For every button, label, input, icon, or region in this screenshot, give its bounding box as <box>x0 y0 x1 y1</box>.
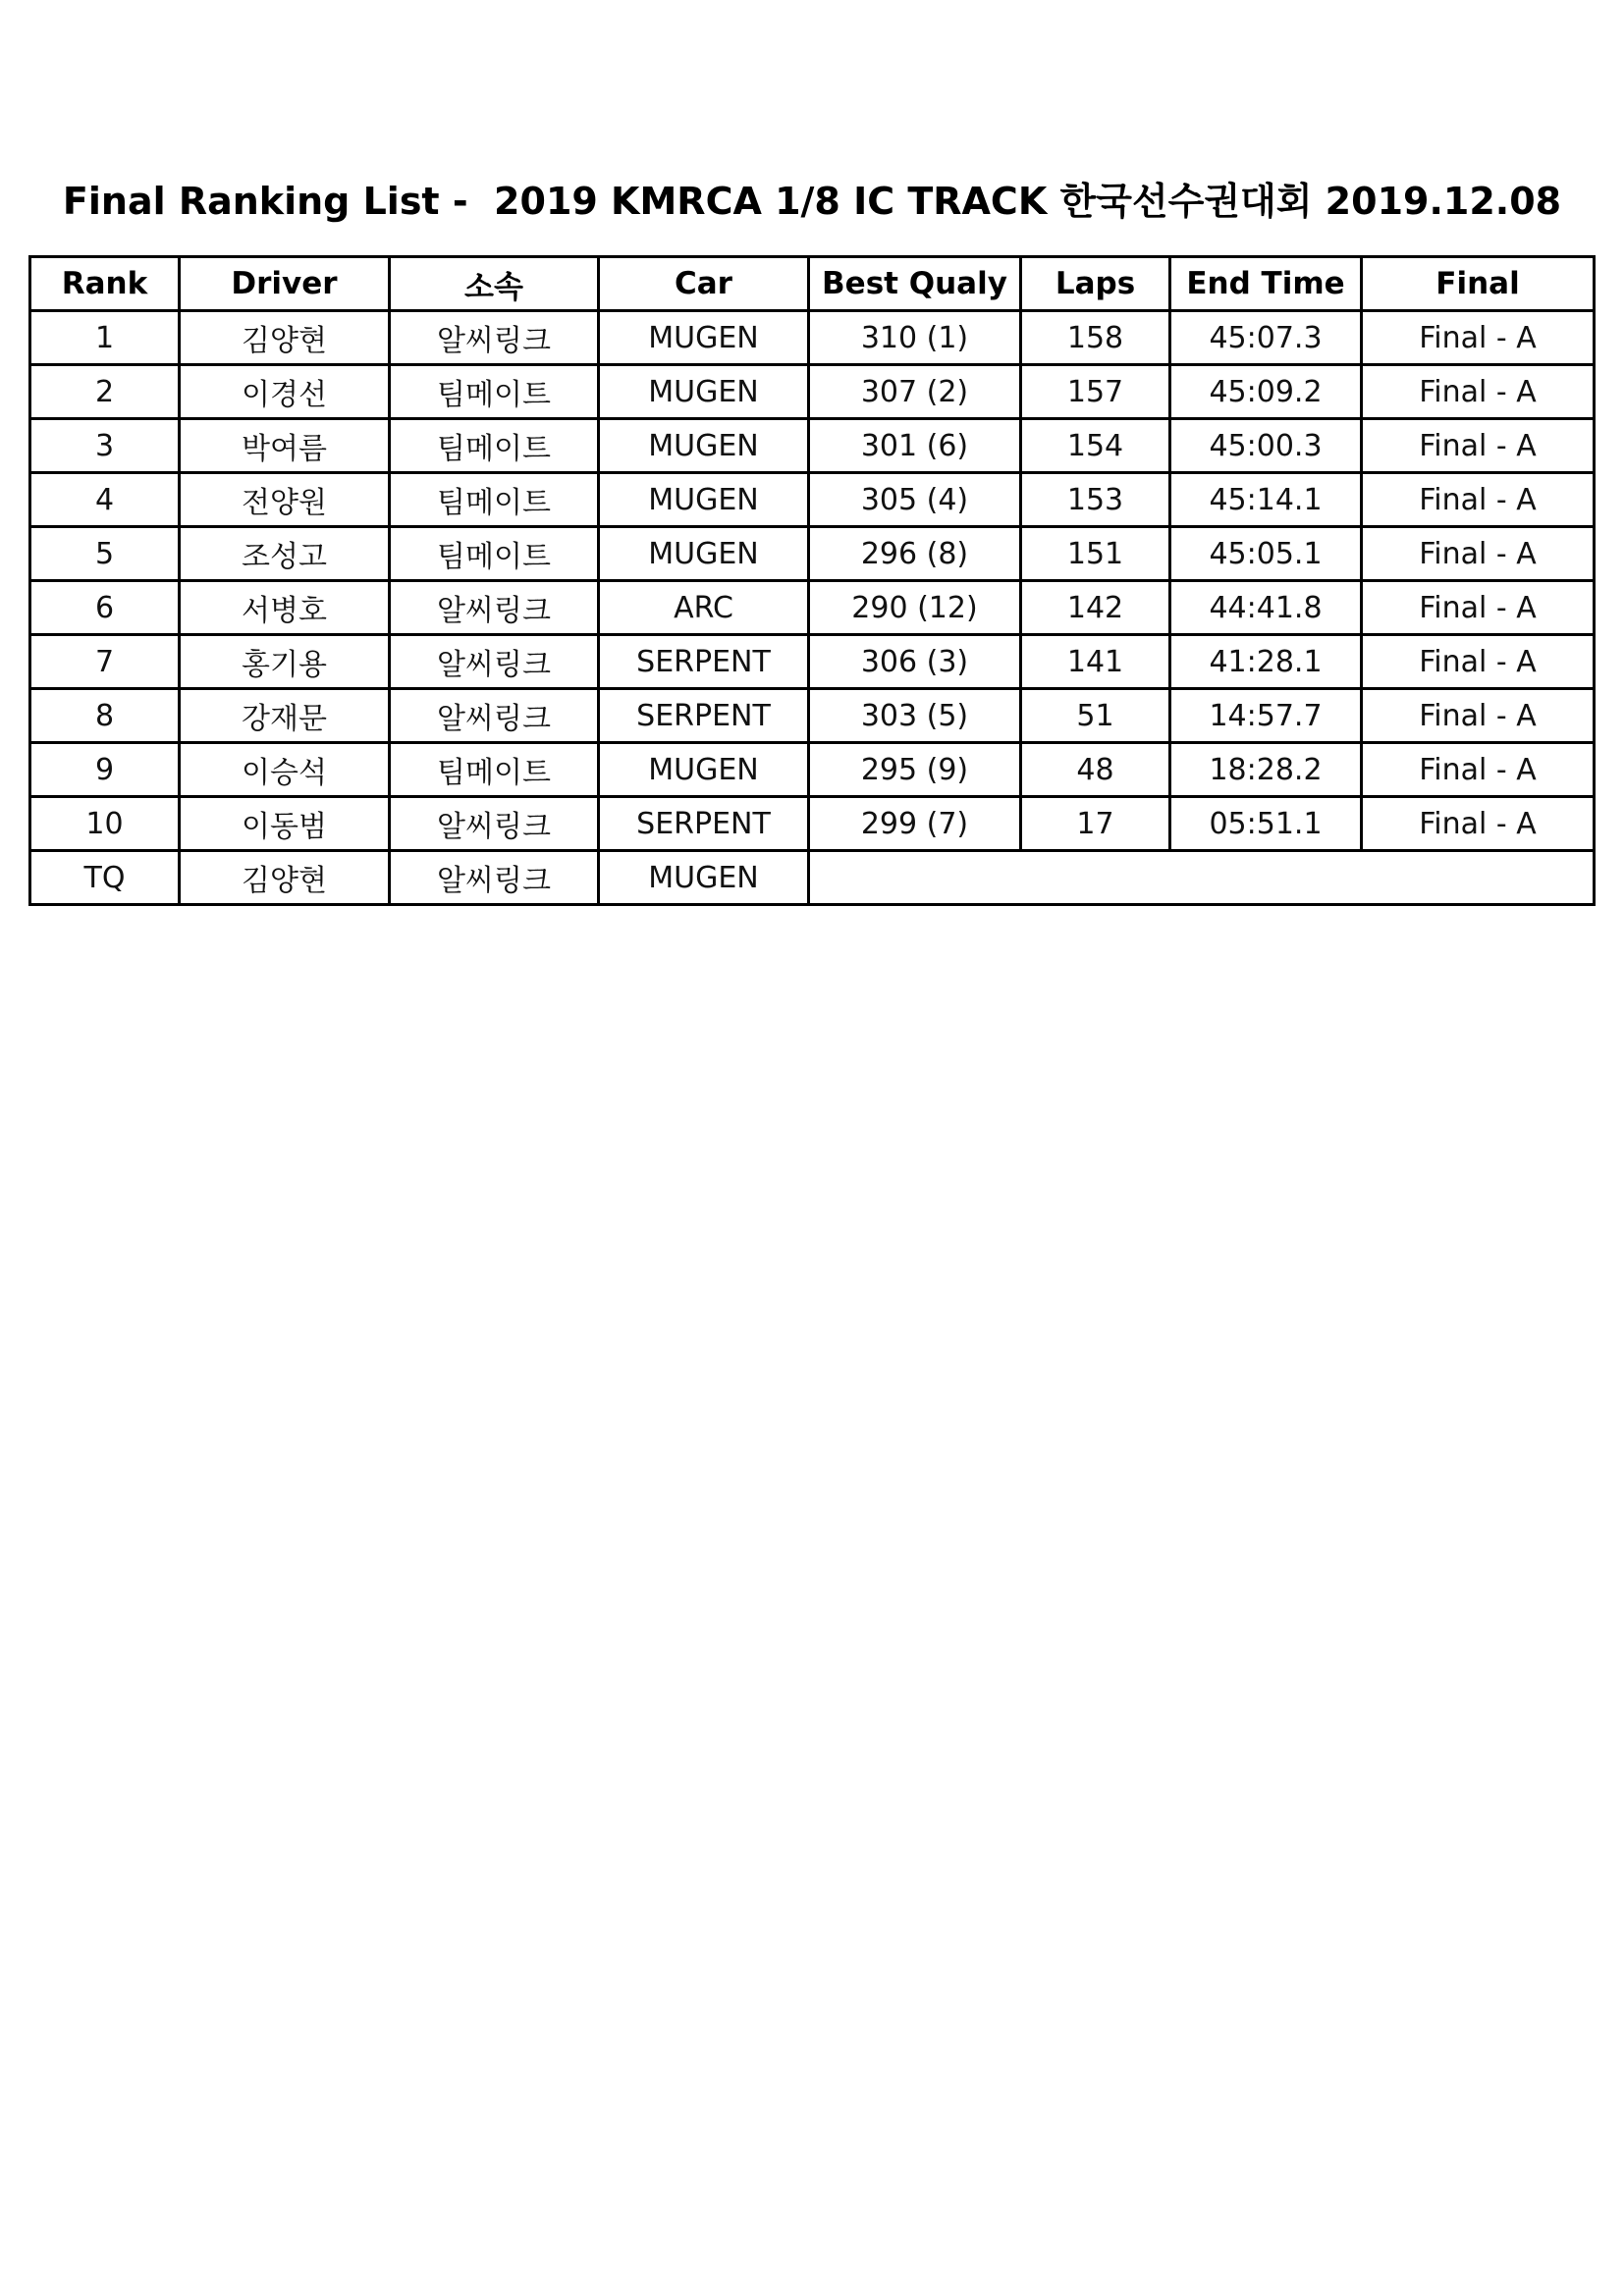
cell-rank: 8 <box>30 689 180 743</box>
cell-driver: 이동범 <box>180 797 390 851</box>
cell-best-qualy: 299 (7) <box>809 797 1021 851</box>
cell-best-qualy: 301 (6) <box>809 419 1021 473</box>
cell-final: Final - A <box>1362 473 1595 527</box>
cell-driver: 서병호 <box>180 581 390 635</box>
table-row <box>30 473 1595 527</box>
table-row <box>30 311 1595 365</box>
cell-best-qualy: 295 (9) <box>809 743 1021 797</box>
cell-end-time: 44:41.8 <box>1170 581 1362 635</box>
cell-car: MUGEN <box>599 473 809 527</box>
cell-rank: 10 <box>30 797 180 851</box>
cell-driver: 조성고 <box>180 527 390 581</box>
tq-row <box>30 851 1595 905</box>
cell-best-qualy: 305 (4) <box>809 473 1021 527</box>
cell-team: 알씨링크 <box>390 311 599 365</box>
cell-rank: 2 <box>30 365 180 419</box>
cell-end-time: 18:28.2 <box>1170 743 1362 797</box>
cell-best-qualy: 296 (8) <box>809 527 1021 581</box>
cell-final: Final - A <box>1362 797 1595 851</box>
header-row <box>30 257 1595 311</box>
header-final: Final <box>1362 257 1595 311</box>
cell-car: MUGEN <box>599 419 809 473</box>
cell-end-time: 14:57.7 <box>1170 689 1362 743</box>
header-end-time: End Time <box>1170 257 1362 311</box>
table-row <box>30 581 1595 635</box>
cell-laps: 151 <box>1021 527 1170 581</box>
cell-team: 팀메이트 <box>390 473 599 527</box>
cell-team: 팀메이트 <box>390 527 599 581</box>
cell-best-qualy: 290 (12) <box>809 581 1021 635</box>
cell-rank: 3 <box>30 419 180 473</box>
cell-final: Final - A <box>1362 689 1595 743</box>
cell-car: SERPENT <box>599 635 809 689</box>
header-best-qualy: Best Qualy <box>809 257 1021 311</box>
cell-car: SERPENT <box>599 689 809 743</box>
cell-car: MUGEN <box>599 365 809 419</box>
tq-empty-cell <box>809 851 1595 905</box>
cell-end-time: 45:09.2 <box>1170 365 1362 419</box>
cell-laps: 17 <box>1021 797 1170 851</box>
cell-car: MUGEN <box>599 527 809 581</box>
header-team: 소속 <box>390 257 599 311</box>
ranking-table <box>28 255 1596 906</box>
cell-end-time: 45:00.3 <box>1170 419 1362 473</box>
header-rank: Rank <box>30 257 180 311</box>
cell-team: 알씨링크 <box>390 797 599 851</box>
cell-final: Final - A <box>1362 311 1595 365</box>
tq-car: MUGEN <box>599 851 809 905</box>
cell-best-qualy: 306 (3) <box>809 635 1021 689</box>
cell-end-time: 45:07.3 <box>1170 311 1362 365</box>
cell-car: SERPENT <box>599 797 809 851</box>
cell-car: ARC <box>599 581 809 635</box>
header-driver: Driver <box>180 257 390 311</box>
cell-laps: 141 <box>1021 635 1170 689</box>
cell-driver: 전양원 <box>180 473 390 527</box>
cell-laps: 154 <box>1021 419 1170 473</box>
cell-rank: 6 <box>30 581 180 635</box>
cell-driver: 이승석 <box>180 743 390 797</box>
cell-car: MUGEN <box>599 311 809 365</box>
cell-final: Final - A <box>1362 743 1595 797</box>
cell-team: 알씨링크 <box>390 689 599 743</box>
cell-rank: 9 <box>30 743 180 797</box>
cell-team: 알씨링크 <box>390 581 599 635</box>
cell-rank: 5 <box>30 527 180 581</box>
cell-final: Final - A <box>1362 365 1595 419</box>
header-laps: Laps <box>1021 257 1170 311</box>
cell-best-qualy: 303 (5) <box>809 689 1021 743</box>
cell-driver: 홍기용 <box>180 635 390 689</box>
cell-driver: 김양현 <box>180 311 390 365</box>
page-title: Final Ranking List - 2019 KMRCA 1/8 IC TRACK 한국선수권대회 2019.12.08 <box>62 180 1562 223</box>
cell-laps: 158 <box>1021 311 1170 365</box>
cell-final: Final - A <box>1362 581 1595 635</box>
cell-best-qualy: 307 (2) <box>809 365 1021 419</box>
cell-laps: 157 <box>1021 365 1170 419</box>
cell-laps: 142 <box>1021 581 1170 635</box>
table-row <box>30 527 1595 581</box>
cell-driver: 강재문 <box>180 689 390 743</box>
cell-best-qualy: 310 (1) <box>809 311 1021 365</box>
cell-end-time: 45:05.1 <box>1170 527 1362 581</box>
table-row <box>30 635 1595 689</box>
cell-team: 팀메이트 <box>390 419 599 473</box>
table-row <box>30 797 1595 851</box>
cell-end-time: 05:51.1 <box>1170 797 1362 851</box>
tq-rank: TQ <box>30 851 180 905</box>
table-row <box>30 743 1595 797</box>
cell-team: 팀메이트 <box>390 365 599 419</box>
header-car: Car <box>599 257 809 311</box>
cell-end-time: 45:14.1 <box>1170 473 1362 527</box>
cell-laps: 153 <box>1021 473 1170 527</box>
table-row <box>30 365 1595 419</box>
cell-laps: 51 <box>1021 689 1170 743</box>
cell-driver: 이경선 <box>180 365 390 419</box>
cell-team: 알씨링크 <box>390 635 599 689</box>
cell-team: 팀메이트 <box>390 743 599 797</box>
cell-rank: 4 <box>30 473 180 527</box>
cell-final: Final - A <box>1362 635 1595 689</box>
cell-rank: 7 <box>30 635 180 689</box>
cell-rank: 1 <box>30 311 180 365</box>
table-row <box>30 689 1595 743</box>
cell-car: MUGEN <box>599 743 809 797</box>
table-row <box>30 419 1595 473</box>
cell-laps: 48 <box>1021 743 1170 797</box>
tq-team: 알씨링크 <box>390 851 599 905</box>
tq-driver: 김양현 <box>180 851 390 905</box>
cell-driver: 박여름 <box>180 419 390 473</box>
cell-final: Final - A <box>1362 419 1595 473</box>
cell-final: Final - A <box>1362 527 1595 581</box>
cell-end-time: 41:28.1 <box>1170 635 1362 689</box>
